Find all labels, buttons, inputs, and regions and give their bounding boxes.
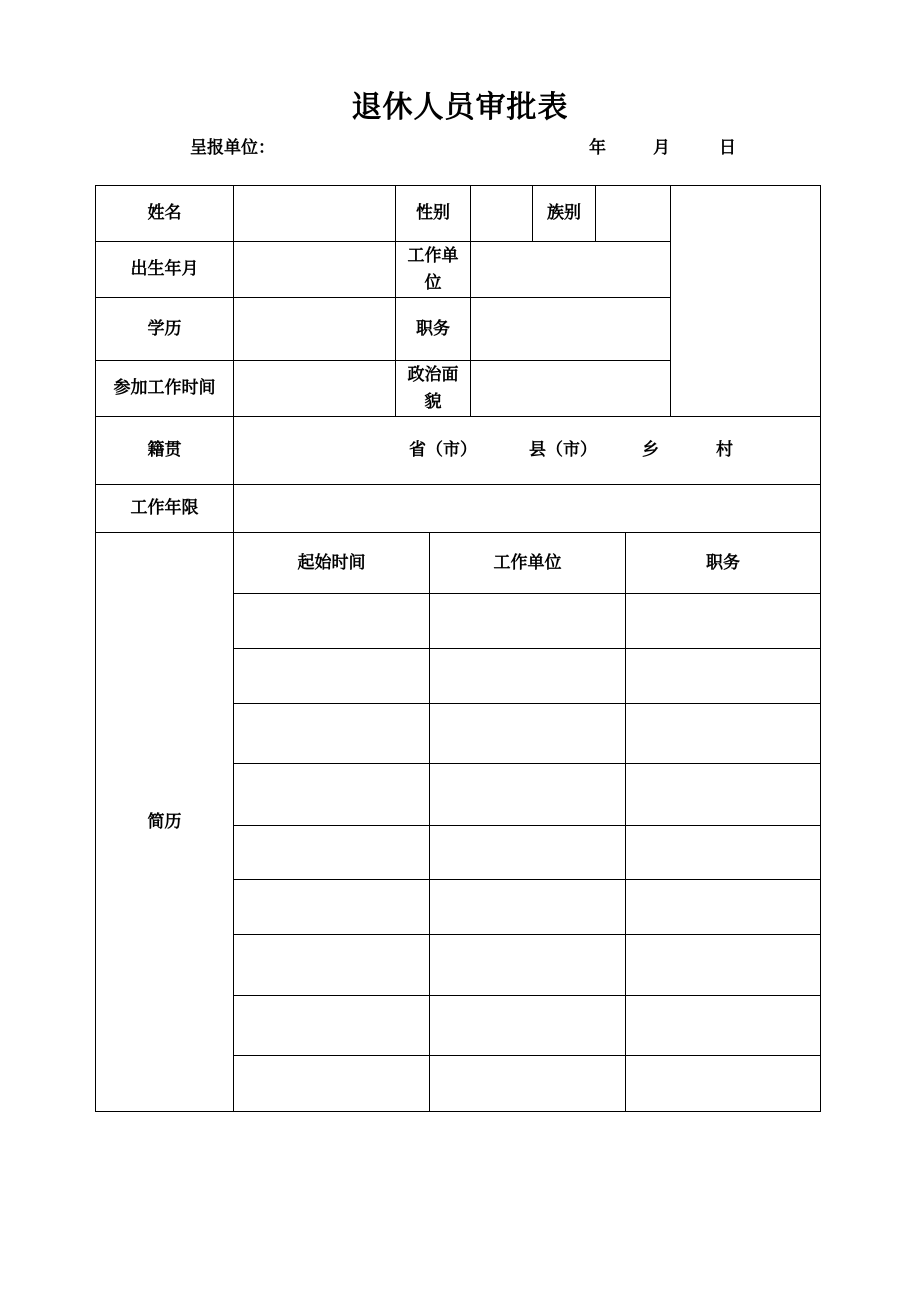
ethnicity-field[interactable] <box>595 185 671 242</box>
resume-work-unit-cell[interactable] <box>429 825 626 880</box>
resume-work-unit-cell[interactable] <box>429 593 626 649</box>
resume-label: 简历 <box>95 532 234 1112</box>
political-status-label: 政治面貌 <box>395 360 471 417</box>
resume-position-cell[interactable] <box>625 934 821 996</box>
resume-start-time-cell[interactable] <box>233 648 430 704</box>
work-start-field[interactable] <box>233 360 396 417</box>
position-label: 职务 <box>395 297 471 361</box>
name-field[interactable] <box>233 185 396 242</box>
resume-start-time-cell[interactable] <box>233 995 430 1056</box>
resume-start-time-cell[interactable] <box>233 1055 430 1112</box>
village-label: 村 <box>716 440 733 460</box>
resume-start-time-cell[interactable] <box>233 593 430 649</box>
month-label: 月 <box>653 138 670 158</box>
resume-start-time-cell[interactable] <box>233 763 430 826</box>
resume-work-unit-cell[interactable] <box>429 703 626 764</box>
work-start-label: 参加工作时间 <box>95 360 234 417</box>
province-label: 省（市） <box>409 440 477 460</box>
resume-position-cell[interactable] <box>625 648 821 704</box>
resume-position-cell[interactable] <box>625 879 821 935</box>
resume-work-unit-cell[interactable] <box>429 995 626 1056</box>
work-unit-field[interactable] <box>470 241 671 298</box>
day-label: 日 <box>719 138 736 158</box>
native-place-label: 籍贯 <box>95 416 234 485</box>
county-label: 县（市） <box>529 440 597 460</box>
ethnicity-label: 族别 <box>532 185 596 242</box>
resume-work-unit-cell[interactable] <box>429 879 626 935</box>
years-of-service-field[interactable] <box>233 484 821 533</box>
resume-work-unit-cell[interactable] <box>429 934 626 996</box>
reporting-unit-label: 呈报单位： <box>190 138 275 158</box>
resume-position-cell[interactable] <box>625 593 821 649</box>
resume-position-cell[interactable] <box>625 1055 821 1112</box>
gender-field[interactable] <box>470 185 533 242</box>
resume-work-unit-cell[interactable] <box>429 648 626 704</box>
year-label: 年 <box>589 138 606 158</box>
political-status-field[interactable] <box>470 360 671 417</box>
position-field[interactable] <box>470 297 671 361</box>
work-unit-label: 工作单位 <box>395 241 471 298</box>
form-title: 退休人员审批表 <box>351 90 569 125</box>
township-label: 乡 <box>642 440 659 460</box>
photo-area[interactable] <box>670 185 821 417</box>
resume-work-unit-cell[interactable] <box>429 763 626 826</box>
resume-position-cell[interactable] <box>625 825 821 880</box>
resume-start-time-cell[interactable] <box>233 934 430 996</box>
native-place-field[interactable] <box>233 416 821 485</box>
resume-start-time-cell[interactable] <box>233 703 430 764</box>
resume-col-work-unit: 工作单位 <box>429 532 626 594</box>
resume-work-unit-cell[interactable] <box>429 1055 626 1112</box>
resume-position-cell[interactable] <box>625 995 821 1056</box>
resume-col-start-time: 起始时间 <box>233 532 430 594</box>
name-label: 姓名 <box>95 185 234 242</box>
approval-form-table <box>95 185 821 1112</box>
resume-start-time-cell[interactable] <box>233 825 430 880</box>
education-field[interactable] <box>233 297 396 361</box>
resume-position-cell[interactable] <box>625 763 821 826</box>
birth-date-label: 出生年月 <box>95 241 234 298</box>
resume-col-position: 职务 <box>625 532 821 594</box>
resume-start-time-cell[interactable] <box>233 879 430 935</box>
gender-label: 性别 <box>395 185 471 242</box>
birth-date-field[interactable] <box>233 241 396 298</box>
years-of-service-label: 工作年限 <box>95 484 234 533</box>
resume-position-cell[interactable] <box>625 703 821 764</box>
education-label: 学历 <box>95 297 234 361</box>
